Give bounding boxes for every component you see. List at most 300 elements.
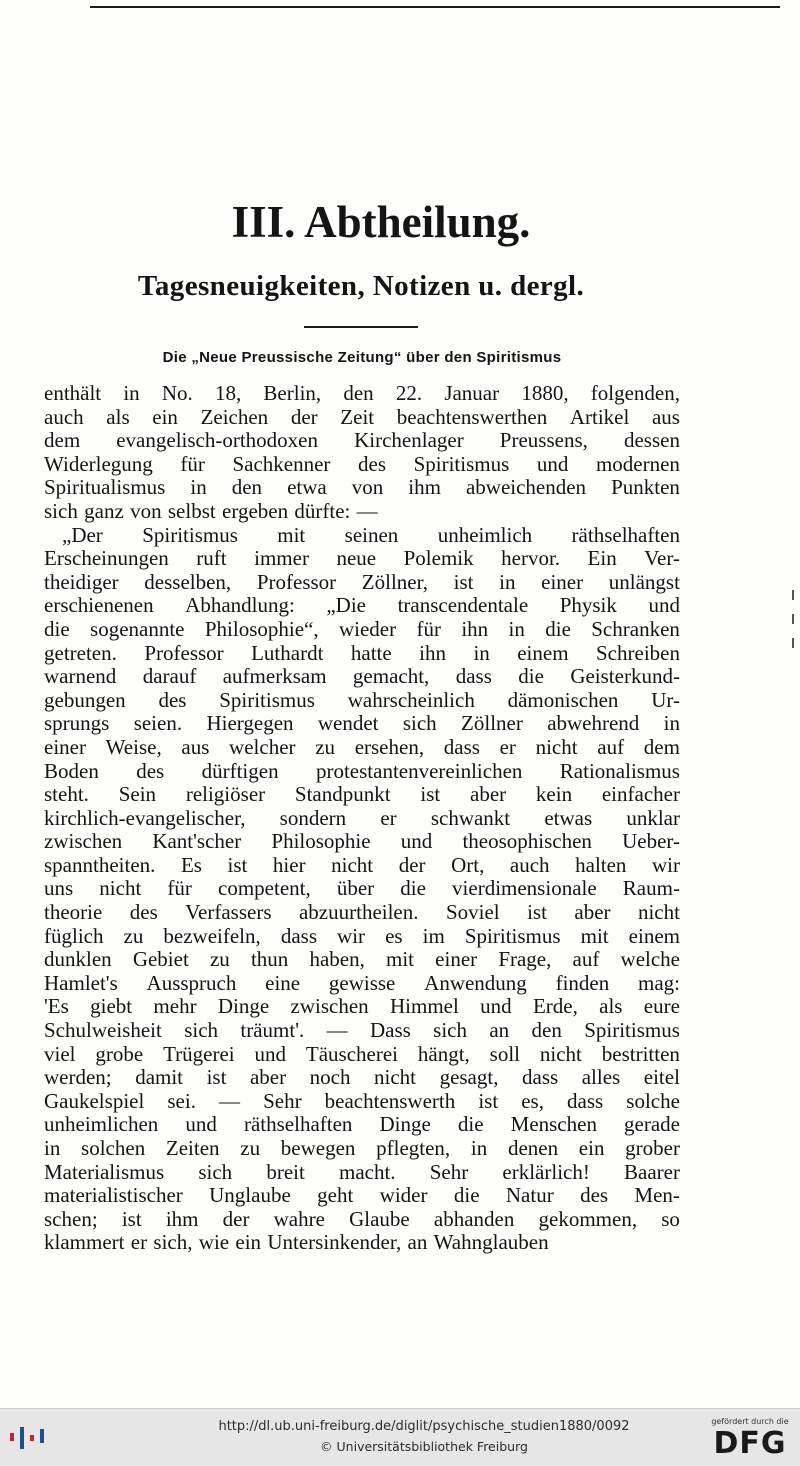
text-word: wir: [337, 923, 366, 948]
text-word: dürftigen: [201, 758, 279, 783]
text-word: an: [407, 1230, 428, 1255]
text-word: Kant'scher: [152, 829, 242, 854]
funding-note: gefördert durch die: [711, 1417, 789, 1426]
text-word: seien.: [133, 711, 183, 736]
text-word: nicht: [539, 1041, 582, 1066]
text-word: aus: [181, 734, 210, 759]
text-word: Schranken: [591, 616, 680, 641]
text-word: pflegten,: [376, 1136, 451, 1160]
text-word: Sein: [118, 782, 157, 807]
text-word: wahrscheinlich: [347, 687, 475, 712]
text-word: dessen: [623, 428, 680, 453]
text-line: [44, 500, 680, 524]
text-word: dem: [44, 428, 81, 453]
text-word: in: [44, 1136, 61, 1160]
text-word: getreten.: [44, 640, 117, 665]
text-line: [44, 925, 680, 949]
text-word: für: [416, 616, 441, 641]
text-word: grober: [625, 1136, 680, 1160]
text-word: Geisterkund-: [570, 664, 680, 689]
text-word: es,: [521, 1088, 544, 1113]
text-word: sich: [402, 711, 437, 736]
text-word: für: [180, 451, 205, 476]
text-word: Natur: [505, 1183, 554, 1208]
text-word: Kirchenlager: [354, 428, 464, 453]
text-word: ein: [235, 1230, 262, 1255]
text-word: Sehr: [263, 1088, 302, 1113]
text-word: wir: [652, 852, 680, 877]
text-word: neue: [336, 546, 377, 571]
text-word: abweichenden: [465, 475, 587, 500]
text-word: auch: [509, 852, 550, 877]
text-word: Glaube: [349, 1206, 410, 1231]
text-word: Philosophie“,: [204, 616, 319, 641]
text-word: Widerlegung: [44, 451, 153, 476]
text-word: —: [356, 498, 378, 523]
text-word: —: [326, 1018, 348, 1043]
text-word: zwischen: [290, 994, 369, 1019]
text-word: beachtenswerth: [324, 1088, 456, 1113]
text-word: eitel: [643, 1065, 680, 1090]
text-word: einem: [628, 923, 680, 948]
text-word: Himmel: [389, 994, 459, 1019]
text-word: die: [518, 664, 544, 689]
text-word: Raum-: [622, 876, 680, 901]
text-word: Preussens,: [499, 428, 588, 453]
text-word: Spiritualismus: [44, 475, 166, 500]
text-word: competent,: [218, 876, 311, 901]
text-word: Baarer: [624, 1159, 680, 1184]
text-word: Untersinkender,: [267, 1230, 402, 1255]
text-word: „Die: [326, 593, 367, 618]
text-word: Es: [180, 852, 202, 877]
text-word: über: [336, 876, 375, 901]
text-word: seinen: [344, 522, 399, 547]
text-word: unheimlichen: [44, 1112, 159, 1137]
text-word: bewegen: [280, 1136, 356, 1160]
text-line: [44, 948, 680, 972]
text-word: der: [290, 404, 318, 429]
text-line: [44, 594, 680, 618]
copyright-notice: © Universitätsbibliothek Freiburg: [320, 1439, 528, 1454]
text-word: hervor.: [501, 546, 561, 571]
text-line: [44, 618, 680, 642]
text-word: sich: [433, 1018, 467, 1043]
text-word: enthält: [44, 381, 102, 405]
text-word: und: [648, 593, 680, 618]
text-word: Anwendung: [424, 970, 527, 995]
text-word: klammert: [44, 1230, 125, 1255]
text-line: [44, 1184, 680, 1208]
text-word: theidiger: [44, 569, 119, 594]
text-word: Boden: [44, 758, 99, 783]
text-word: soll: [489, 1041, 521, 1066]
document-url-link[interactable]: http://dl.ub.uni-freiburg.de/diglit/psychische_studien1880/0092: [218, 1419, 630, 1434]
text-word: Trügerei: [163, 1041, 235, 1066]
text-word: Polemik: [403, 546, 474, 571]
text-word: Dinge: [217, 994, 270, 1019]
text-word: transcendentale: [397, 593, 529, 618]
text-word: Täuscherei: [305, 1041, 399, 1066]
text-line: [44, 547, 680, 571]
text-word: hier: [272, 852, 306, 877]
text-line: [44, 736, 680, 760]
text-word: die: [457, 1112, 484, 1137]
text-word: Soviel: [445, 900, 500, 925]
text-word: eure: [643, 994, 680, 1019]
text-word: Spiritismus: [219, 687, 315, 712]
text-word: sogenannte: [90, 616, 185, 641]
article-body: [44, 382, 680, 1255]
text-word: aber: [574, 900, 611, 925]
text-word: unklar: [626, 805, 680, 830]
text-word: breit: [266, 1159, 305, 1184]
text-word: füglich: [44, 923, 104, 948]
text-word: dass: [280, 923, 317, 948]
text-word: noch: [309, 1065, 351, 1090]
dfg-logo: DFG: [713, 1426, 787, 1461]
text-word: viel: [44, 1041, 76, 1066]
text-word: kein: [535, 782, 573, 807]
text-word: Menschen: [510, 1112, 597, 1137]
text-word: auch: [44, 404, 84, 429]
text-word: räthselhaften: [571, 522, 680, 547]
text-word: spanntheiten.: [44, 852, 156, 877]
text-word: dunklen: [44, 947, 112, 972]
text-word: er: [499, 734, 516, 759]
text-word: Abhandlung:: [185, 593, 295, 618]
text-word: nicht: [637, 900, 680, 925]
text-word: räthselhaften: [243, 1112, 353, 1137]
text-word: denen: [507, 1136, 559, 1160]
text-word: ist: [478, 1088, 499, 1113]
text-word: 'Es: [44, 994, 69, 1019]
text-word: Ausspruch: [146, 970, 237, 995]
text-word: giebt: [90, 994, 133, 1019]
text-word: ruft: [196, 546, 227, 571]
text-word: unheimlich: [437, 522, 533, 547]
text-word: aufmerksam: [222, 664, 327, 689]
text-word: Sachkenner: [232, 451, 331, 476]
text-word: wie: [198, 1230, 230, 1255]
text-word: theosophischen: [462, 829, 592, 854]
text-word: eine: [265, 970, 301, 995]
section-heading: III. Abtheilung.: [231, 197, 531, 247]
text-word: Ur-: [651, 687, 680, 712]
text-line: [44, 406, 680, 430]
text-word: protestantenvereinlichen: [315, 758, 523, 783]
text-line: [44, 689, 680, 713]
text-word: Punkten: [611, 475, 680, 500]
text-word: erschienenen: [44, 593, 154, 618]
text-word: zu: [240, 1136, 261, 1160]
text-word: ist: [527, 900, 547, 925]
text-word: Januar: [444, 381, 500, 405]
text-word: welche: [620, 947, 680, 972]
text-word: dem: [643, 734, 680, 759]
text-word: Dass: [369, 1018, 411, 1043]
text-line: [44, 476, 680, 500]
text-word: Zöllner: [461, 711, 523, 736]
text-word: einem: [517, 640, 569, 665]
text-word: Zöllner,: [361, 569, 429, 594]
text-word: kirchlich-evangelischer,: [44, 805, 246, 830]
text-word: und: [254, 1041, 287, 1066]
article-title: Die „Neue Preussische Zeitung“ über den Spiritismus: [162, 349, 562, 366]
text-word: Men-: [634, 1183, 680, 1208]
text-word: aber: [470, 782, 507, 807]
text-word: in: [123, 381, 140, 405]
text-word: er: [130, 1230, 148, 1255]
divider-rule: [304, 326, 418, 328]
text-word: selbst: [167, 498, 216, 523]
text-word: ersehen,: [354, 734, 425, 759]
text-word: als: [599, 994, 623, 1019]
text-word: Erscheinungen: [44, 546, 169, 571]
text-word: mit: [277, 522, 306, 547]
text-word: mit: [580, 923, 609, 948]
text-word: die: [545, 616, 571, 641]
text-word: nicht: [99, 876, 142, 901]
text-word: Schulweisheit: [44, 1018, 162, 1043]
text-word: halten: [575, 852, 627, 877]
text-word: materialistischer: [44, 1183, 183, 1208]
text-word: No.: [161, 381, 193, 405]
text-word: sich: [44, 498, 78, 523]
text-word: Spiritismus: [413, 451, 510, 476]
text-word: 18,: [214, 381, 242, 405]
text-word: Physik: [559, 593, 617, 618]
text-word: und: [536, 451, 569, 476]
text-word: Professor: [256, 569, 337, 594]
text-word: ihm: [408, 475, 441, 500]
text-word: dass: [455, 664, 492, 689]
text-line: [44, 1019, 680, 1043]
text-word: vierdimensionale: [452, 876, 597, 901]
text-word: die: [453, 1183, 480, 1208]
text-word: Berlin,: [263, 381, 322, 405]
text-word: träumt'.: [240, 1018, 305, 1043]
text-word: Dinge: [379, 1112, 431, 1137]
text-line: [44, 830, 680, 854]
text-word: Spiritismus: [142, 522, 238, 547]
text-word: in: [499, 569, 516, 594]
text-word: hatte: [350, 640, 392, 665]
text-line: [44, 807, 680, 831]
text-word: ganz: [84, 498, 124, 523]
text-line: [44, 783, 680, 807]
text-word: unlängst: [608, 569, 680, 594]
text-word: er: [380, 805, 397, 830]
text-line: [44, 524, 680, 548]
text-word: von: [130, 498, 162, 523]
text-word: Schreiben: [596, 640, 680, 665]
text-word: zwischen: [44, 829, 123, 854]
text-word: steht.: [44, 782, 89, 807]
text-word: Wahnglauben: [433, 1230, 549, 1255]
text-word: Sehr: [429, 1159, 469, 1184]
text-word: bezweifeln,: [163, 923, 261, 948]
text-line: [44, 760, 680, 784]
text-word: dass: [443, 734, 480, 759]
text-word: für: [167, 876, 192, 901]
text-word: dürfte:: [294, 498, 351, 523]
text-word: Luthardt: [251, 640, 324, 665]
text-word: in: [663, 711, 680, 736]
text-word: Frage,: [498, 947, 552, 972]
text-word: sei.: [167, 1088, 196, 1113]
text-word: thun: [250, 947, 289, 972]
text-word: werden;: [44, 1065, 112, 1090]
text-word: Professor: [144, 640, 224, 665]
text-word: sondern: [279, 805, 347, 830]
text-word: ein: [152, 404, 178, 429]
text-word: 22.: [395, 381, 423, 405]
text-line: [44, 1090, 680, 1114]
text-word: nicht: [374, 1065, 417, 1090]
text-word: abhanden: [433, 1206, 515, 1231]
text-word: ergeben: [222, 498, 289, 523]
text-line: [44, 1161, 680, 1185]
text-word: warnend: [44, 664, 117, 689]
text-word: und: [400, 829, 433, 854]
text-word: einer: [435, 947, 478, 972]
text-line: [44, 571, 680, 595]
viewer-footer: [0, 1408, 800, 1466]
text-word: dass: [567, 1088, 604, 1113]
text-word: sich,: [153, 1230, 193, 1255]
text-line: [44, 1208, 680, 1232]
text-word: einfacher: [601, 782, 680, 807]
text-line: [44, 1137, 680, 1161]
text-word: ist: [227, 852, 248, 877]
text-word: dämonischen: [507, 687, 619, 712]
text-word: sprungs: [44, 711, 110, 736]
text-word: haben,: [309, 947, 365, 972]
text-word: abwehrend: [547, 711, 640, 736]
text-word: Artikel: [569, 404, 630, 429]
text-word: des: [129, 900, 158, 925]
text-word: Standpunkt: [294, 782, 391, 807]
text-word: einer: [44, 734, 86, 759]
text-word: damit: [135, 1065, 184, 1090]
text-word: Ein: [587, 546, 617, 571]
text-word: etwas: [544, 805, 593, 830]
text-line: [44, 1113, 680, 1137]
text-word: Zeiten: [165, 1136, 220, 1160]
text-word: dass: [522, 1065, 559, 1090]
text-word: den: [531, 1018, 562, 1043]
text-word: des: [136, 758, 165, 783]
text-word: aber: [249, 1065, 287, 1090]
text-word: in: [508, 616, 525, 641]
text-word: Spiritismus: [464, 923, 561, 948]
text-word: ist: [121, 1206, 142, 1231]
text-word: Ort,: [451, 852, 485, 877]
text-word: Spiritismus: [584, 1018, 680, 1043]
section-subheading: Tagesneuigkeiten, Notizen u. dergl.: [137, 270, 585, 302]
text-word: Verfassers: [185, 900, 272, 925]
text-word: grobe: [95, 1041, 144, 1066]
text-word: Gaukelspiel: [44, 1088, 145, 1113]
text-line: [44, 1043, 680, 1067]
page-edge-marks: [792, 590, 800, 662]
text-word: es: [385, 923, 403, 948]
text-word: —: [219, 1088, 241, 1113]
text-word: des: [358, 451, 386, 476]
text-word: zu: [209, 947, 230, 972]
text-word: nicht: [535, 734, 578, 759]
text-word: wider: [379, 1183, 428, 1208]
text-word: den: [231, 475, 263, 500]
text-word: in: [473, 640, 490, 665]
text-word: Gebiet: [132, 947, 189, 972]
text-word: Erde,: [532, 994, 578, 1019]
text-word: gerade: [624, 1112, 680, 1137]
text-line: [44, 1231, 680, 1255]
text-word: des: [158, 687, 187, 712]
text-word: desselben,: [144, 569, 232, 594]
text-word: welcher: [229, 734, 296, 759]
text-word: Rationalismus: [559, 758, 680, 783]
text-word: auf: [597, 734, 625, 759]
text-word: gewisse: [328, 970, 396, 995]
text-word: darauf: [142, 664, 197, 689]
text-word: des: [580, 1183, 609, 1208]
text-word: macht.: [338, 1159, 396, 1184]
text-word: ist: [206, 1065, 227, 1090]
text-line: [44, 1066, 680, 1090]
text-word: hängt,: [417, 1041, 470, 1066]
text-word: Ueber-: [622, 829, 680, 854]
text-word: wendet: [317, 711, 379, 736]
text-line: [44, 712, 680, 736]
text-word: gekommen,: [538, 1206, 638, 1231]
text-word: im: [422, 923, 445, 948]
text-word: Unglaube: [209, 1183, 291, 1208]
text-word: schen;: [44, 1206, 98, 1231]
text-word: wahre: [273, 1206, 325, 1231]
text-word: ihn: [419, 640, 446, 665]
text-word: ihn: [461, 616, 489, 641]
text-word: einer: [541, 569, 584, 594]
text-word: gebungen: [44, 687, 126, 712]
text-word: uns: [44, 876, 74, 901]
text-word: solchen: [81, 1136, 146, 1160]
text-word: aus: [651, 404, 680, 429]
text-line: [44, 453, 680, 477]
text-word: bestritten: [601, 1041, 680, 1066]
text-word: folgenden,: [590, 381, 680, 405]
text-line: [44, 901, 680, 925]
text-word: finden: [555, 970, 610, 995]
text-word: alles: [581, 1065, 621, 1090]
text-word: abzuurtheilen.: [298, 900, 419, 925]
text-word: ihm: [165, 1206, 199, 1231]
text-word: religiöser: [185, 782, 266, 807]
text-word: der: [398, 852, 426, 877]
text-word: ist: [420, 782, 441, 807]
text-word: Hamlet's: [44, 970, 118, 995]
text-word: schwankt: [430, 805, 511, 830]
text-word: Materialismus: [44, 1159, 165, 1184]
text-word: mehr: [153, 994, 197, 1019]
text-word: so: [661, 1206, 680, 1231]
text-word: der: [222, 1206, 250, 1231]
text-word: Zeit: [340, 404, 375, 429]
text-word: als: [106, 404, 130, 429]
text-word: sich: [184, 1018, 219, 1043]
